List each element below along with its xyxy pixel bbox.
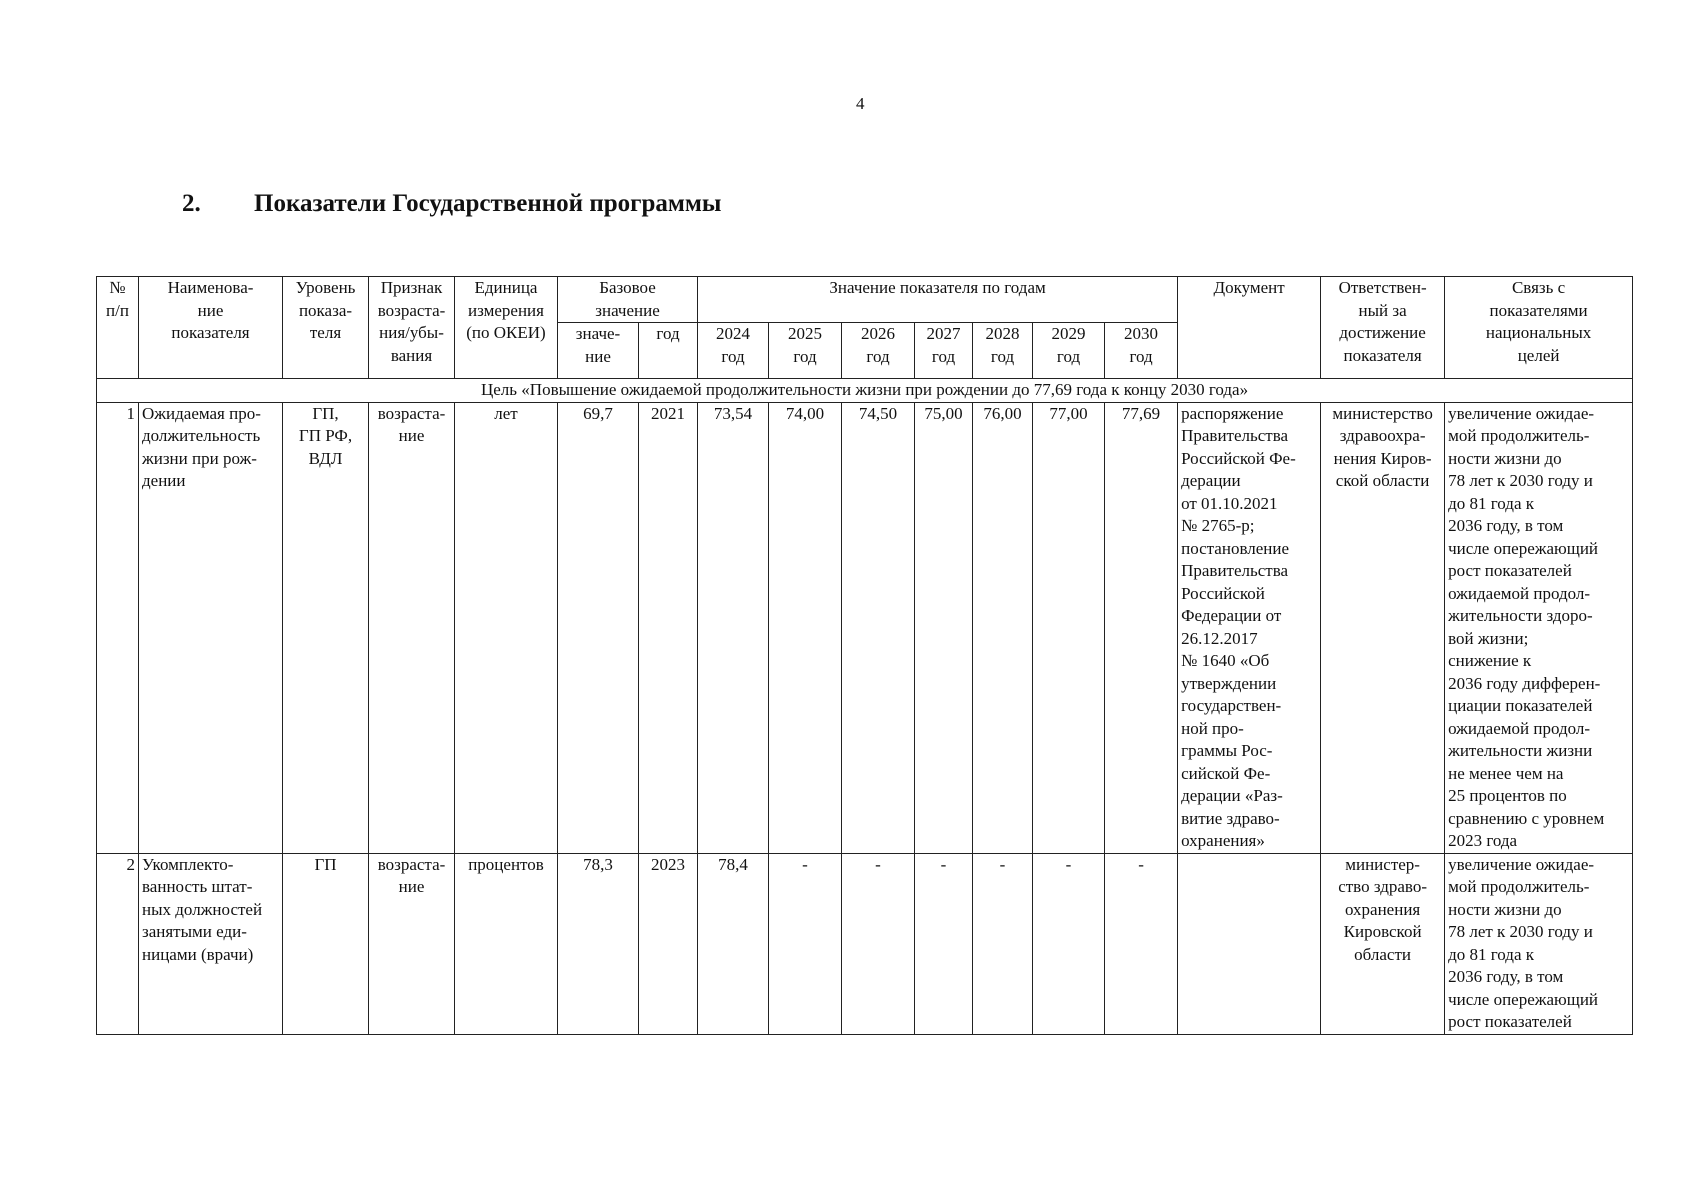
header-level: Уровень показа- теля <box>283 277 369 379</box>
row-unit: лет <box>455 402 558 853</box>
row-value: - <box>915 853 973 1034</box>
row-value: 76,00 <box>973 402 1033 853</box>
header-year: 2027 год <box>915 323 973 379</box>
header-year: 2028 год <box>973 323 1033 379</box>
header-year: 2024 год <box>698 323 769 379</box>
row-value: 77,00 <box>1033 402 1105 853</box>
row-responsible: министерство здравоохра- нения Киров- ской области <box>1321 402 1445 853</box>
header-link: Связь с показателями национальных целей <box>1445 277 1633 379</box>
row-num: 1 <box>97 402 139 853</box>
page-number: 4 <box>856 94 865 113</box>
row-base-year: 2021 <box>639 402 698 853</box>
row-name: Укомплекто- ванность штат- ных должностей занятыми еди- ницами (врачи) <box>139 853 283 1034</box>
row-document <box>1178 853 1321 1034</box>
row-num: 2 <box>97 853 139 1034</box>
row-value: 73,54 <box>698 402 769 853</box>
row-link: увеличение ожидае- мой продолжитель- ности жизни до 78 лет к 2030 году и до 81 года к 2036 году, в том числе опережающий рост показателей ожидаемой продол- жительности здоро- вой жизни; снижение к 2036 году дифферен- циации показателей ожидаемой продол- жительности жизни не менее чем на 25 процентов по сравнению с уровнем 2023 года <box>1445 402 1633 853</box>
row-value: - <box>1105 853 1178 1034</box>
goal-row <box>97 379 1633 403</box>
header-trend: Признак возраста- ния/убы- вания <box>369 277 455 379</box>
row-value: 75,00 <box>915 402 973 853</box>
row-link: увеличение ожидае- мой продолжитель- ности жизни до 78 лет к 2030 году и до 81 года к 2036 году, в том числе опережающий рост показателей <box>1445 853 1633 1034</box>
row-value: 77,69 <box>1105 402 1178 853</box>
goal-text: Цель «Повышение ожидаемой продолжительности жизни при рождении до 77,69 года к концу 2030 года» <box>97 379 1633 403</box>
section-number: 2. <box>182 190 201 217</box>
row-value: - <box>842 853 915 1034</box>
header-unit: Единица измерения (по ОКЕИ) <box>455 277 558 379</box>
row-level: ГП <box>283 853 369 1034</box>
header-year: 2026 год <box>842 323 915 379</box>
row-base-year: 2023 <box>639 853 698 1034</box>
header-year: 2025 год <box>769 323 842 379</box>
row-level: ГП, ГП РФ, ВДЛ <box>283 402 369 853</box>
table-row <box>97 402 1633 853</box>
header-responsible: Ответствен- ный за достижение показателя <box>1321 277 1445 379</box>
row-unit: процентов <box>455 853 558 1034</box>
row-value: 74,00 <box>769 402 842 853</box>
row-document: распоряжение Правительства Российской Фе- дерации от 01.10.2021 № 2765-р; постановление Правительства Российской Федерации от 26.12.2017 № 1640 «Об утверждении государствен- ной про- граммы Рос- сийской Фе- дерации «Раз- витие здраво- охранения» <box>1178 402 1321 853</box>
header-values-by-year: Значение показателя по годам <box>698 277 1178 323</box>
header-base-year: год <box>639 323 698 379</box>
header-base-value: значе- ние <box>558 323 639 379</box>
row-name: Ожидаемая про- должительность жизни при рож- дении <box>139 402 283 853</box>
header-row-1 <box>97 277 1633 323</box>
row-value: - <box>769 853 842 1034</box>
row-value: - <box>1033 853 1105 1034</box>
indicators-table <box>96 276 1633 1035</box>
row-base-value: 69,7 <box>558 402 639 853</box>
header-document: Документ <box>1178 277 1321 379</box>
section-title: Показатели Государственной программы <box>254 190 722 217</box>
row-value: - <box>973 853 1033 1034</box>
row-trend: возраста- ние <box>369 402 455 853</box>
row-base-value: 78,3 <box>558 853 639 1034</box>
row-value: 74,50 <box>842 402 915 853</box>
header-name: Наименова- ние показателя <box>139 277 283 379</box>
header-base: Базовое значение <box>558 277 698 323</box>
table-row <box>97 853 1633 1034</box>
row-trend: возраста- ние <box>369 853 455 1034</box>
header-year: 2029 год <box>1033 323 1105 379</box>
row-responsible: министер- ство здраво- охранения Кировской области <box>1321 853 1445 1034</box>
header-year: 2030 год <box>1105 323 1178 379</box>
header-num: № п/п <box>97 277 139 379</box>
row-value: 78,4 <box>698 853 769 1034</box>
section-heading <box>182 190 721 218</box>
